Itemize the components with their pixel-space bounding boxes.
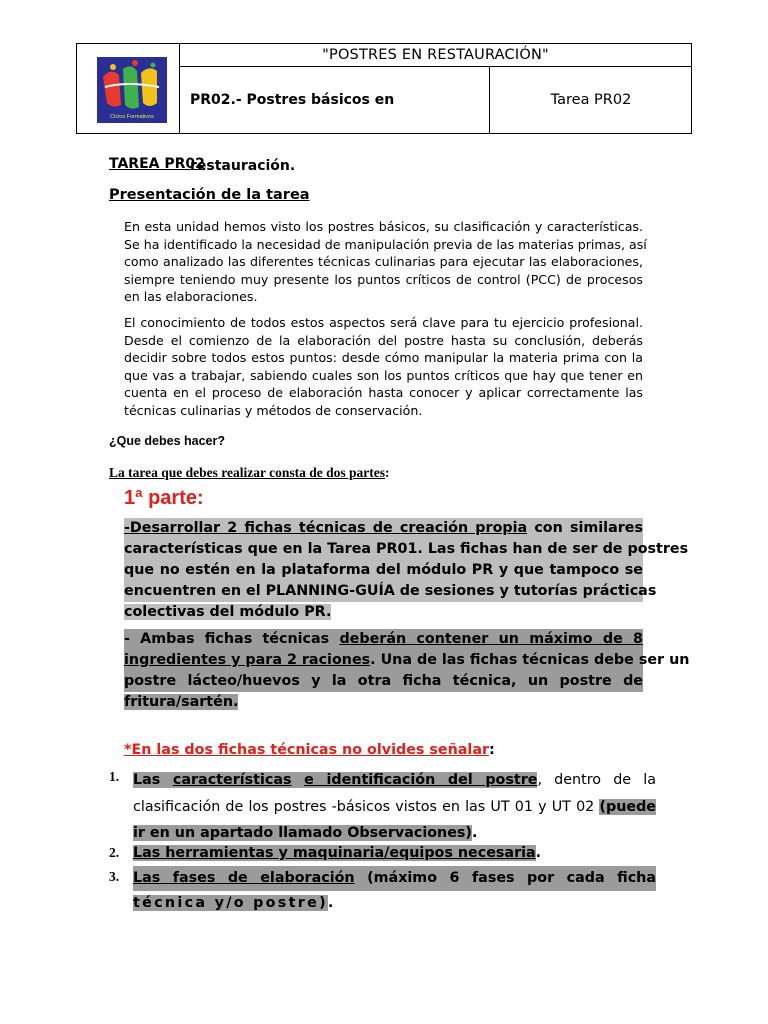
text-segment: Las [133,772,173,788]
text-segment: técnica y/o postre) [133,895,328,911]
list-item-3 [133,866,656,916]
text-segment [292,772,305,788]
text-segment: ir en un apartado llamado Observaciones) [133,825,472,841]
text-line [133,891,656,916]
text-segment: -Desarrollar 2 fichas técnicas de creación propia [124,520,528,536]
text-line [133,767,656,794]
text-segment [133,772,537,788]
text-line: Desde el comienzo de la elaboración del postre hasta su conclusión, deberás [124,332,643,348]
text-line: encuentren en el PLANNING-GUÍA de sesiones y tutorías prácticas [124,581,643,602]
intro-paragraph-2 [124,314,643,419]
text-segment: , dentro de la [537,772,656,788]
text-segment: con similares [527,520,643,536]
part-title: 1ª parte: [124,487,204,509]
text-segment: Las herramientas y [133,845,293,861]
text-segment: colectivas del módulo PR. [124,604,332,620]
text-line [124,518,643,539]
presentation-heading: Presentación de la tarea [109,187,310,203]
task-intro-colon: : [385,465,390,480]
list-number-1: 1. [109,769,120,784]
list-number-3: 3. [109,869,120,884]
header-table [76,43,692,174]
requirement-block-2 [124,629,690,713]
task-heading: TAREA PR02 [109,156,205,172]
text-segment: maquinaria/equipos necesaria [292,845,536,861]
course-title: "POSTRES EN RESTAURACIÓN" [180,44,691,67]
text-line: características que en la Tarea PR01. Las fichas han de ser de postres [124,539,643,560]
text-line: decidir sobre todos estos puntos: desde cómo manipular la materia prima con la [124,350,643,365]
text-segment: fritura/sartén. [124,694,239,710]
list-number-2: 2. [109,845,120,860]
text-segment [133,845,536,861]
task-code: Tarea PR02 [550,92,632,108]
task-intro-text: La tarea que debes realizar consta de dos partes [109,465,385,480]
text-line: siempre teniendo muy presente los puntos críticos de control (PCC) de procesos [124,271,643,287]
text-segment: clasificación de los postres -básicos vistos en las UT 01 y UT 02 [133,798,600,815]
text-line [133,866,656,891]
text-line: como analizado las diferentes técnicas culinarias para ejecutar las elaboraciones, [124,254,643,269]
text-segment: . [535,845,542,861]
requirement-block-1 [124,518,689,623]
text-segment: . [327,895,334,911]
text-segment: (máximo 6 fases por cada ficha [354,870,657,886]
text-line: cuenta en el proceso de elaboración hasta conocer y aplicar correctamente las [124,385,643,400]
text-line [124,629,643,650]
text-segment: . Una de las fichas técnicas debe ser un [370,652,690,668]
text-line [124,650,690,671]
module-name: PR02.- Postres básicos en restauración. [180,67,490,133]
text-segment: (puede [599,798,656,815]
question-heading: ¿Que debes hacer? [109,434,226,448]
text-segment: ingredientes y para 2 raciones [124,652,371,668]
intro-paragraph-1 [124,218,647,306]
text-line: Se ha identificado la necesidad de manipulación previa de las materias primas, así [124,236,647,252]
text-line: que no estén en la plataforma del módulo PR y que tampoco se [124,560,643,581]
note-text: *En las dos fichas técnicas no olvides señalar [124,742,490,758]
text-segment: deberán contener un máximo de 8 [339,631,643,647]
list-item-1 [133,767,656,847]
list-item-2 [133,842,656,864]
reminder-note [124,742,495,758]
logo-caption: Ciclos Formativos [110,114,154,120]
text-line [124,602,643,623]
text-segment: características [172,772,292,788]
text-line [124,692,643,713]
text-line: en las elaboraciones. [124,289,258,304]
text-line: postre lácteo/huevos y la otra ficha técnica, un postre de [124,671,643,692]
text-line: En esta unidad hemos visto los postres básicos, su clasificación y características. [124,219,643,234]
text-line: que vas a trabajar, sabiendo cuales son los puntos críticos que hay que tener en [124,367,643,383]
note-colon: : [489,742,495,758]
text-segment: Las fases de elaboración [133,870,355,886]
text-line: El conocimiento de todos estos aspectos será clave para tu ejercicio profesional. [124,315,643,330]
task-intro [109,465,390,481]
text-line [133,794,656,821]
text-segment: - Ambas fichas técnicas [124,631,340,647]
text-line [133,842,656,864]
text-segment: e identificación del postre [304,772,538,788]
text-line: técnicas culinarias y métodos de conservación. [124,402,423,418]
logo-cell [77,44,180,133]
ciclos-formativos-logo [97,57,167,123]
text-segment: . [471,825,478,841]
